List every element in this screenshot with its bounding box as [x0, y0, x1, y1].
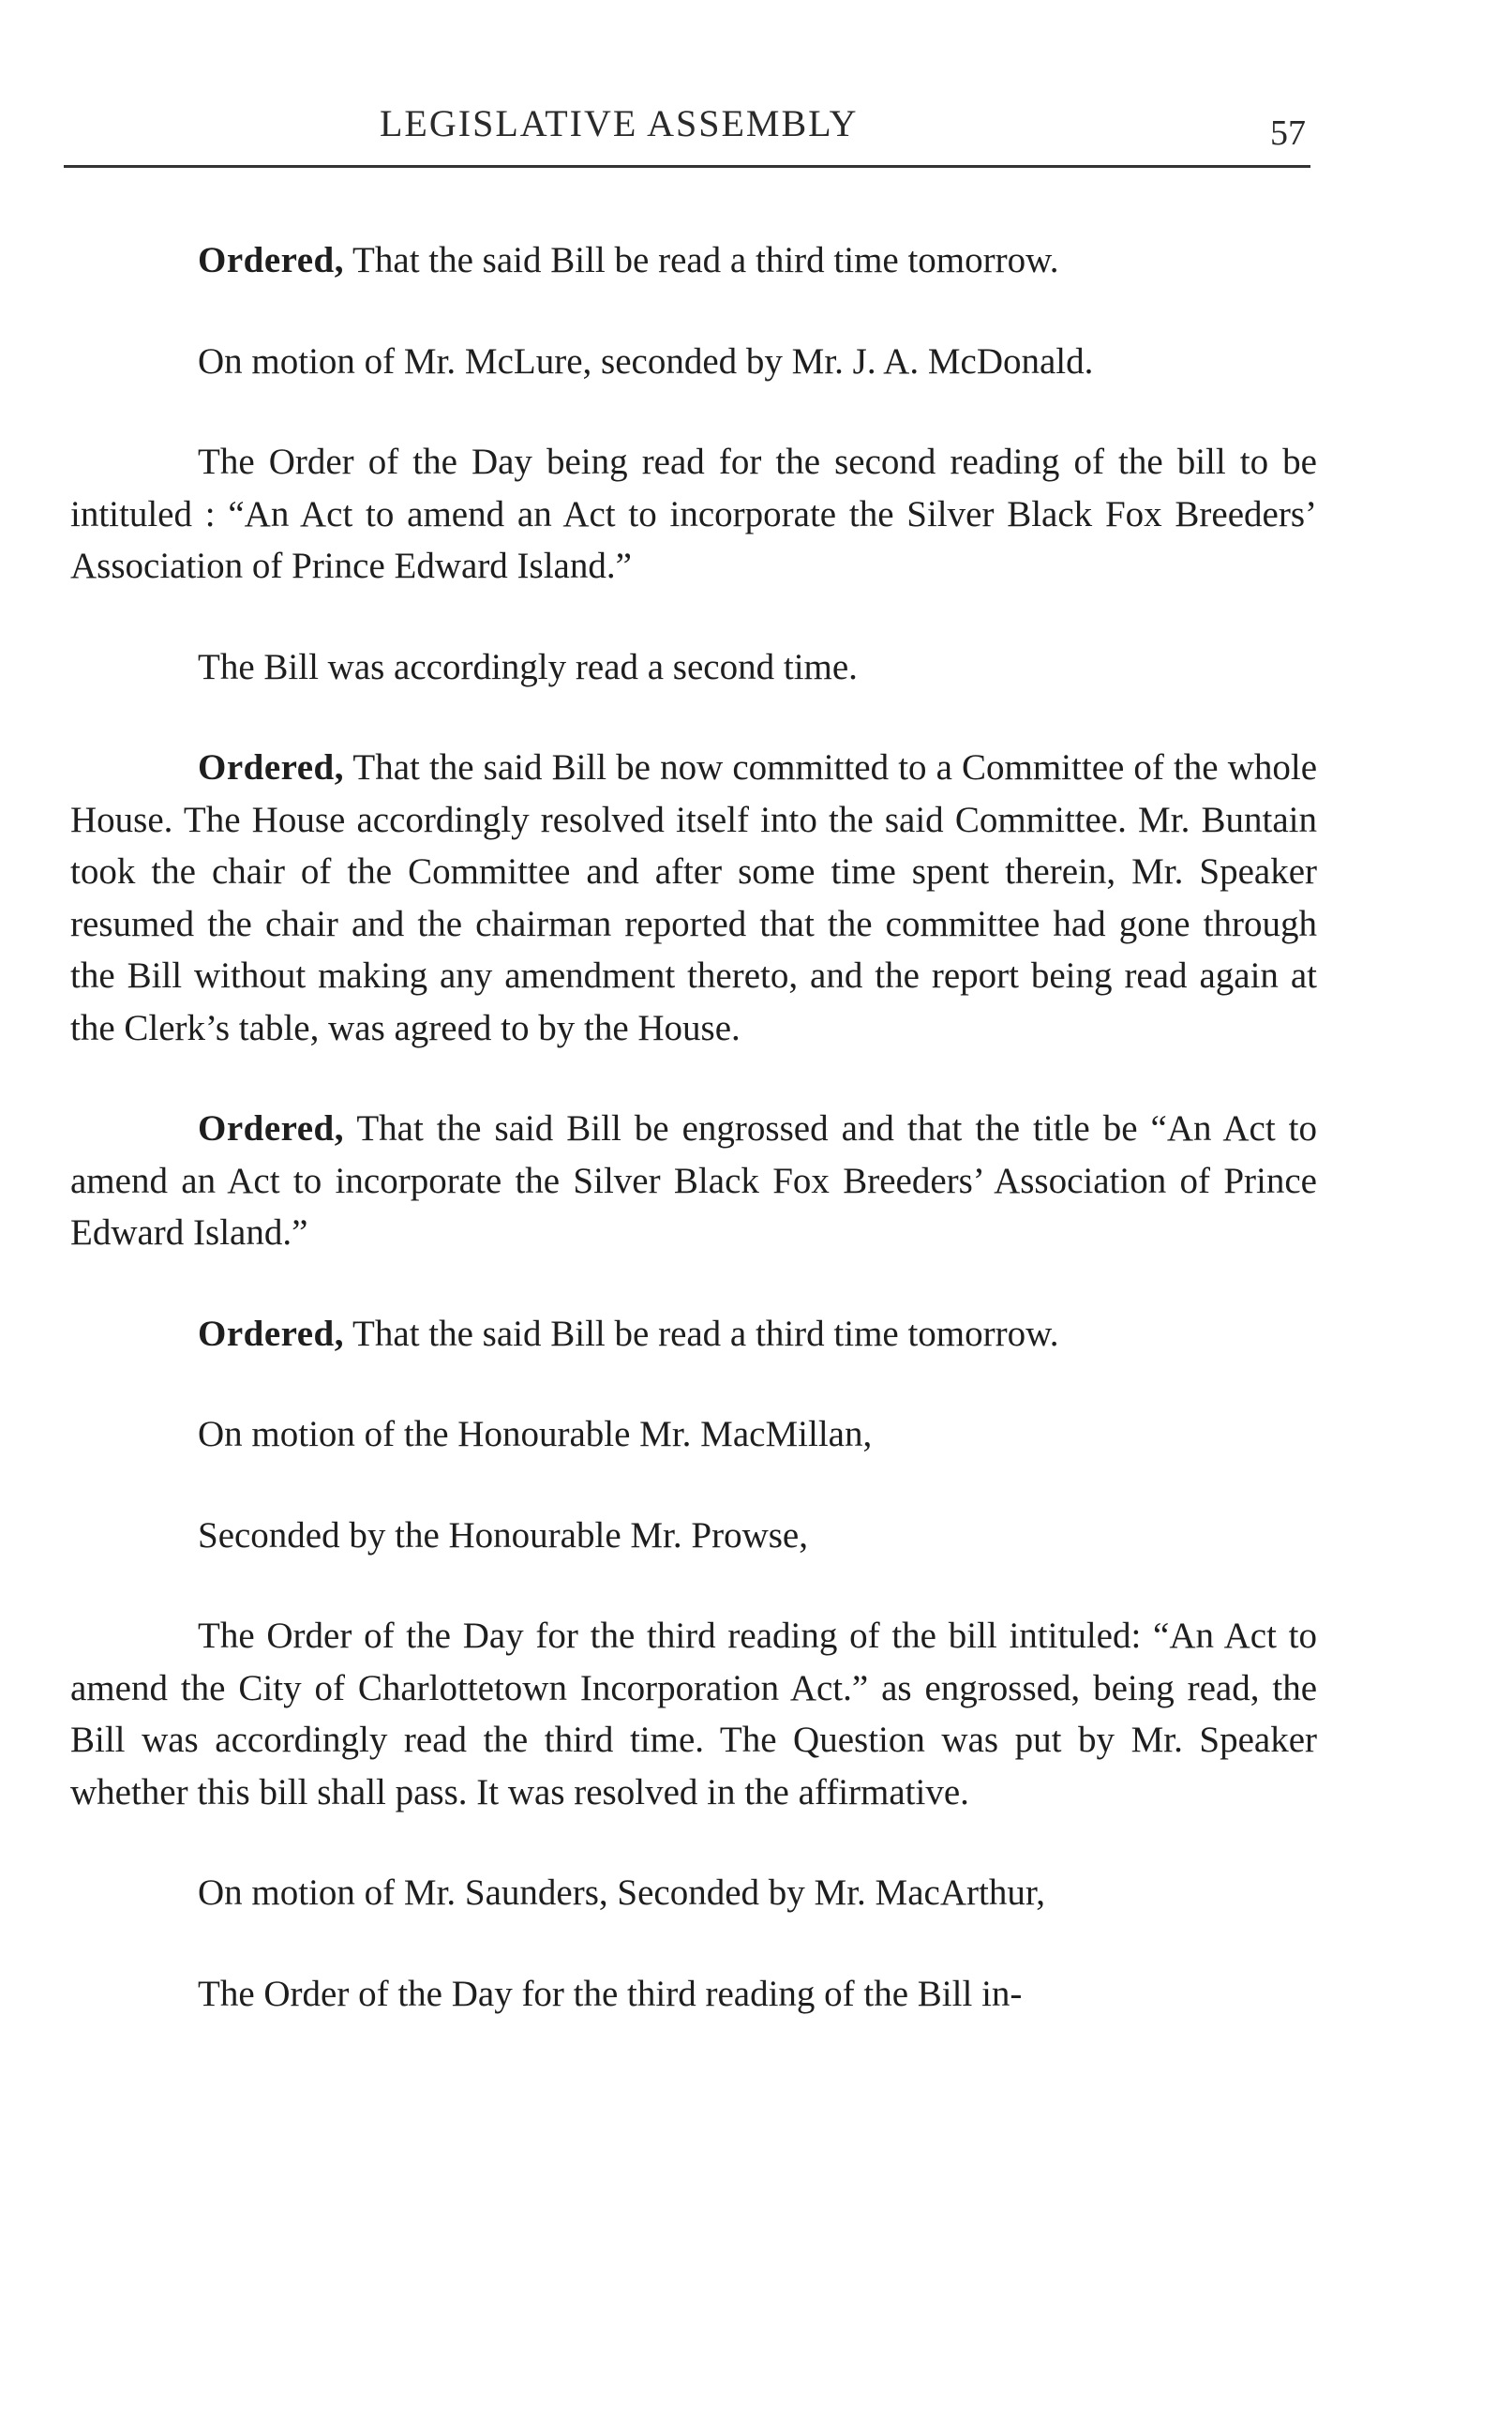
- paragraph-text: The Order of the Day for the third reading of the bill intituled: “An Act to amend the City of Charlottetown Incorporation Act.” as engrossed, being read, the Bill was accordingly read the third time. The Question was put by Mr. Speaker whether this bill shall pass. It was resolved in the affirmative.: [70, 1616, 1317, 1812]
- page-header-title: LEGISLATIVE ASSEMBLY: [380, 102, 859, 144]
- paragraph-text: That the said Bill be now committed to a Committee of the whole House. The House accordingly resolved itself into the said Committee. Mr. Buntain took the chair of the Committee and after some time spent therein, Mr. Speaker resumed the chair and the chairman reported that the committee had gone through the Bill without making any amendment thereto, and the report being read again at the Clerk’s table, was agreed to by the House.: [70, 747, 1317, 1048]
- paragraph-text: The Bill was accordingly read a second time.: [198, 646, 858, 687]
- paragraph-text: The Order of the Day being read for the second reading of the bill to be intituled : “An Act to amend an Act to incorporate the Silver Black Fox Breeders’ Association of Prince Edward Island.”: [70, 442, 1317, 586]
- ordered-label: Ordered,: [198, 1108, 345, 1149]
- header-rule: [64, 165, 1310, 168]
- paragraph-order-of-day-second-reading: [70, 436, 1317, 593]
- paragraph-charlottetown-act: [70, 1610, 1317, 1818]
- paragraph-text: The Order of the Day for the third reading of the Bill in-: [198, 1973, 1023, 2014]
- paragraph-motion-macmillan: [70, 1408, 1317, 1461]
- paragraph-text: On motion of Mr. McLure, seconded by Mr. J. A. McDonald.: [198, 340, 1094, 382]
- paragraph-ordered-third-reading: [70, 234, 1317, 287]
- ordered-label: Ordered,: [198, 240, 345, 280]
- paragraph-text: On motion of the Honourable Mr. MacMillan,: [198, 1414, 873, 1454]
- paragraph-text: Seconded by the Honourable Mr. Prowse,: [198, 1514, 808, 1556]
- paragraph-motion-saunders: [70, 1867, 1317, 1919]
- ordered-label: Ordered,: [198, 747, 345, 788]
- paragraph-ordered-committee: [70, 742, 1317, 1054]
- paragraph-ordered-third-reading-2: [70, 1308, 1317, 1361]
- paragraph-ordered-engrossed: [70, 1103, 1317, 1259]
- running-head: [0, 101, 1512, 158]
- paragraph-text: On motion of Mr. Saunders, Seconded by Mr. MacArthur,: [198, 1872, 1045, 1913]
- body-text: [70, 234, 1317, 2068]
- paragraph-order-of-day-third-reading: [70, 1968, 1317, 2021]
- paragraph-text: That the said Bill be engrossed and that the title be “An Act to amend an Act to incorporate the Silver Black Fox Breeders’ Association of Prince Edward Island.”: [70, 1108, 1317, 1253]
- paragraph-motion-mclure: [70, 336, 1317, 388]
- paragraph-seconded-prowse: [70, 1510, 1317, 1562]
- ordered-label: Ordered,: [198, 1313, 345, 1354]
- paragraph-read-second-time: [70, 641, 1317, 694]
- page-number: 57: [1270, 113, 1306, 153]
- paragraph-text: That the said Bill be read a third time tomorrow.: [344, 1313, 1059, 1354]
- paragraph-text: That the said Bill be read a third time tomorrow.: [344, 240, 1059, 280]
